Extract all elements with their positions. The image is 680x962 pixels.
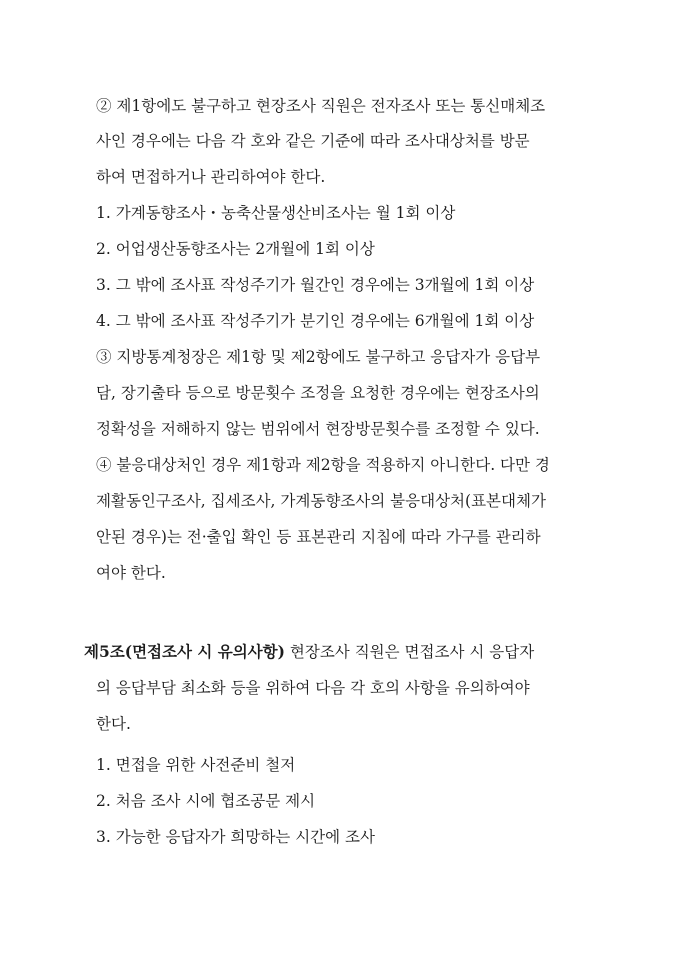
list-item: 3. 그 밖에 조사표 작성주기가 월간인 경우에는 3개월에 1회 이상: [96, 276, 535, 294]
list-item: 1. 면접을 위한 사전준비 철저: [96, 756, 296, 774]
paragraph-4-line-3: 안된 경우)는 전·출입 확인 등 표본관리 지침에 따라 가구를 관리하: [96, 528, 541, 546]
paragraph-2-line-3: 하여 면접하거나 관리하여야 한다.: [96, 168, 326, 186]
paragraph-2-line-2: 사인 경우에는 다음 각 호와 같은 기준에 따라 조사대상처를 방문: [96, 132, 530, 150]
paragraph-4-line-2: 제활동인구조사, 집세조사, 가계동향조사의 불응대상처(표본대체가: [96, 492, 546, 510]
list-item: 2. 처음 조사 시에 협조공문 제시: [96, 792, 316, 810]
paragraph-3-line-1: ③ 지방통계청장은 제1항 및 제2항에도 불구하고 응답자가 응답부: [96, 348, 541, 366]
paragraph-2-line-1: ② 제1항에도 불구하고 현장조사 직원은 전자조사 또는 통신매체조: [96, 97, 546, 115]
paragraph-4-line-1: ④ 불응대상처인 경우 제1항과 제2항을 적용하지 아니한다. 다만 경: [96, 456, 550, 474]
list-item: 1. 가계동향조사・농축산물생산비조사는 월 1회 이상: [96, 204, 456, 222]
article-5-line-3: 한다.: [96, 715, 131, 733]
list-item: 3. 가능한 응답자가 희망하는 시간에 조사: [96, 828, 375, 846]
paragraph-4-line-4: 여야 한다.: [96, 564, 166, 582]
article-5-first-line-text: 현장조사 직원은 면접조사 시 응답자: [284, 643, 535, 661]
paragraph-3-line-3: 정확성을 저해하지 않는 범위에서 현장방문횟수를 조정할 수 있다.: [96, 420, 540, 438]
article-5-line-2: 의 응답부담 최소화 등을 위하여 다음 각 호의 사항을 유의하여야: [96, 679, 530, 697]
article-5-first-line: [84, 641, 534, 663]
article-5-heading: 제5조(면접조사 시 유의사항): [84, 642, 285, 661]
paragraph-3-line-2: 담, 장기출타 등으로 방문횟수 조정을 요청한 경우에는 현장조사의: [96, 384, 540, 402]
list-item: 2. 어업생산동향조사는 2개월에 1회 이상: [96, 240, 375, 258]
list-item: 4. 그 밖에 조사표 작성주기가 분기인 경우에는 6개월에 1회 이상: [96, 312, 535, 330]
